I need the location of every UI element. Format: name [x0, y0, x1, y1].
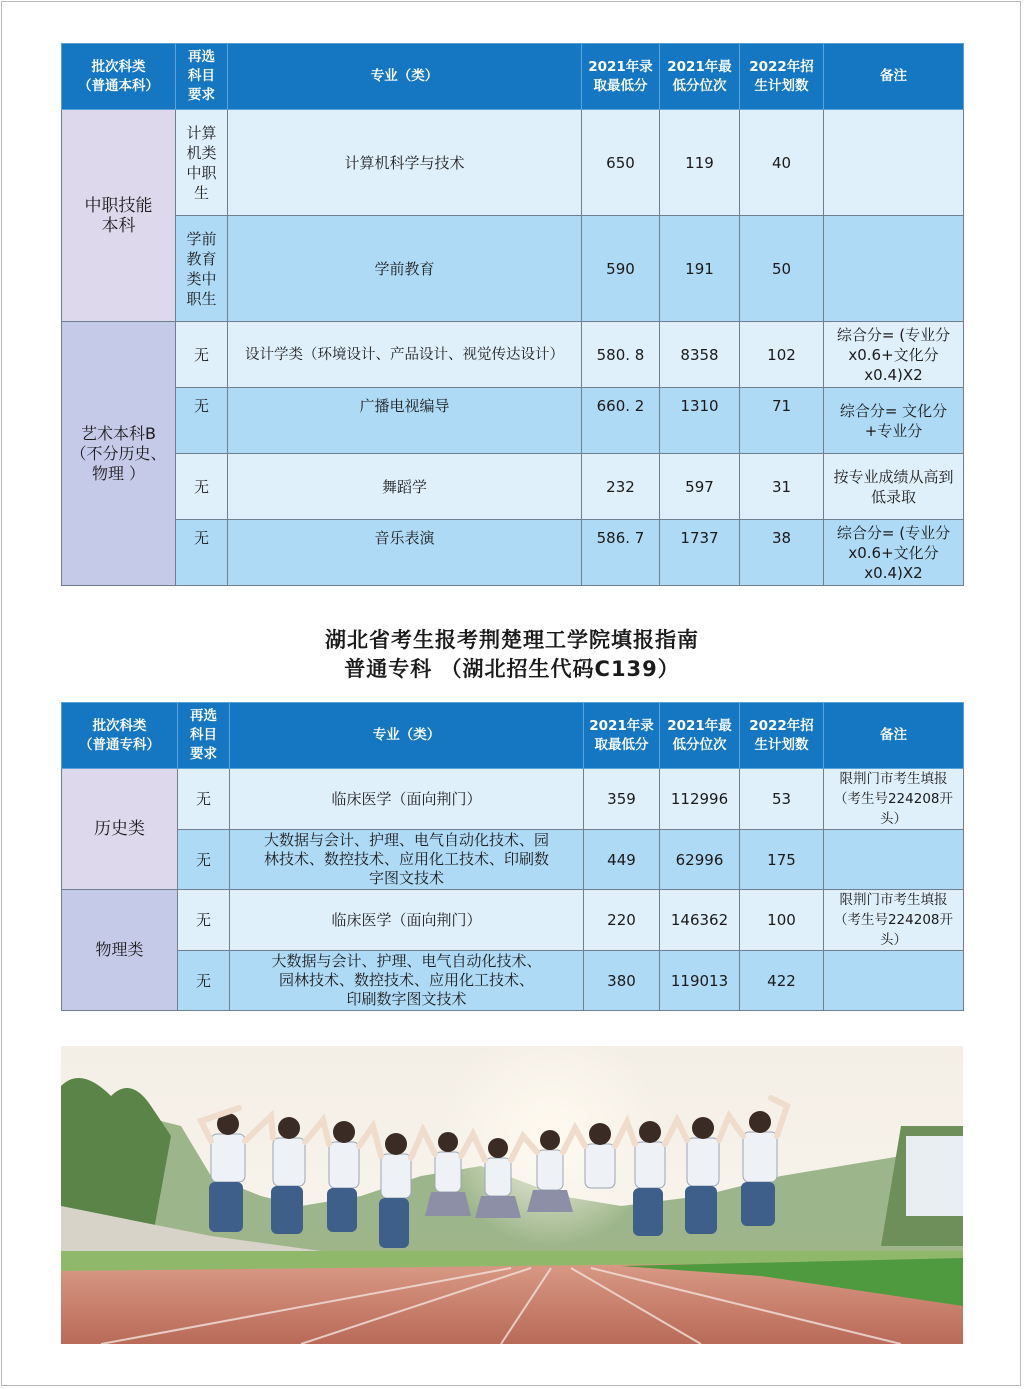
guide-title-line2: 普通专科 （湖北招生代码C139） — [344, 657, 680, 681]
note-cell: 按专业成绩从高到 低录取 — [824, 454, 964, 520]
batch-cell: 中职技能 本科 — [62, 110, 176, 322]
note-cell — [824, 110, 964, 216]
table-header-row — [62, 703, 964, 769]
note-cell — [824, 951, 964, 1011]
reselect-cell: 计算 机类 中职 生 — [176, 110, 228, 216]
reselect-cell: 无 — [178, 830, 230, 890]
major-cell: 临床医学（面向荆门） — [230, 769, 584, 830]
reselect-cell: 无 — [176, 454, 228, 520]
min-score-cell: 380 — [584, 951, 660, 1011]
header-note: 备注 — [824, 44, 964, 110]
major-cell: 临床医学（面向荆门） — [230, 890, 584, 951]
min-score-cell: 660. 2 — [582, 388, 660, 454]
note-cell — [824, 216, 964, 322]
plan-cell: 40 — [740, 110, 824, 216]
major-cell: 音乐表演 — [228, 520, 582, 586]
plan-cell: 31 — [740, 454, 824, 520]
major-cell: 计算机科学与技术 — [228, 110, 582, 216]
major-cell: 广播电视编导 — [228, 388, 582, 454]
min-rank-cell: 62996 — [660, 830, 740, 890]
table-row — [62, 388, 964, 454]
plan-cell: 175 — [740, 830, 824, 890]
major-cell: 学前教育 — [228, 216, 582, 322]
header-note: 备注 — [824, 703, 964, 769]
min-score-cell: 650 — [582, 110, 660, 216]
students-jumping-photo — [61, 1046, 963, 1344]
plan-cell: 38 — [740, 520, 824, 586]
header-plan: 2022年招 生计划数 — [740, 44, 824, 110]
note-cell: 限荆门市考生填报 （考生号224208开头） — [824, 890, 964, 951]
note-cell — [824, 830, 964, 890]
table-row — [62, 951, 964, 1011]
header-major: 专业（类） — [230, 703, 584, 769]
header-batch: 批次科类 （普通专科） — [62, 703, 178, 769]
header-batch: 批次科类 （普通本科） — [62, 44, 176, 110]
table-row — [62, 110, 964, 216]
min-rank-cell: 597 — [660, 454, 740, 520]
plan-cell: 50 — [740, 216, 824, 322]
plan-cell: 102 — [740, 322, 824, 388]
min-rank-cell: 119013 — [660, 951, 740, 1011]
header-min-score: 2021年录 取最低分 — [582, 44, 660, 110]
header-min-rank: 2021年最 低分位次 — [660, 703, 740, 769]
building — [906, 1136, 963, 1216]
min-score-cell: 580. 8 — [582, 322, 660, 388]
batch-cell: 历史类 — [62, 769, 178, 890]
major-cell: 大数据与会计、护理、电气自动化技术、园 林技术、数控技术、应用化工技术、印刷数 字图文技术 — [230, 830, 584, 890]
plan-cell: 422 — [740, 951, 824, 1011]
min-rank-cell: 1310 — [660, 388, 740, 454]
college-admission-table — [61, 702, 964, 1011]
plan-cell: 53 — [740, 769, 824, 830]
reselect-cell: 学前 教育 类中 职生 — [176, 216, 228, 322]
min-rank-cell: 119 — [660, 110, 740, 216]
min-score-cell: 586. 7 — [582, 520, 660, 586]
major-cell: 设计学类（环境设计、产品设计、视觉传达设计） — [228, 322, 582, 388]
header-plan: 2022年招 生计划数 — [740, 703, 824, 769]
photo-illustration — [61, 1046, 963, 1344]
guide-title — [0, 626, 1024, 684]
guide-title-line1: 湖北省考生报考荆楚理工学院填报指南 — [325, 628, 699, 652]
header-reselect: 再选 科目 要求 — [178, 703, 230, 769]
min-rank-cell: 146362 — [660, 890, 740, 951]
min-score-cell: 220 — [584, 890, 660, 951]
reselect-cell: 无 — [176, 520, 228, 586]
note-cell: 限荆门市考生填报 （考生号224208开头） — [824, 769, 964, 830]
batch-cell: 物理类 — [62, 890, 178, 1011]
reselect-cell: 无 — [178, 951, 230, 1011]
min-rank-cell: 191 — [660, 216, 740, 322]
reselect-cell: 无 — [178, 769, 230, 830]
min-score-cell: 449 — [584, 830, 660, 890]
note-cell: 综合分= 文化分 +专业分 — [824, 388, 964, 454]
table-row — [62, 830, 964, 890]
major-cell: 大数据与会计、护理、电气自动化技术、 园林技术、数控技术、应用化工技术、 印刷数字图文技术 — [230, 951, 584, 1011]
reselect-cell: 无 — [176, 322, 228, 388]
plan-cell: 100 — [740, 890, 824, 951]
header-min-rank: 2021年最 低分位次 — [660, 44, 740, 110]
header-reselect: 再选 科目 要求 — [176, 44, 228, 110]
min-score-cell: 359 — [584, 769, 660, 830]
table-row — [62, 216, 964, 322]
min-score-cell: 590 — [582, 216, 660, 322]
min-rank-cell: 1737 — [660, 520, 740, 586]
min-score-cell: 232 — [582, 454, 660, 520]
min-rank-cell: 8358 — [660, 322, 740, 388]
table-row — [62, 769, 964, 830]
min-rank-cell: 112996 — [660, 769, 740, 830]
note-cell: 综合分= (专业分 x0.6+文化分 x0.4)X2 — [824, 322, 964, 388]
plan-cell: 71 — [740, 388, 824, 454]
reselect-cell: 无 — [176, 388, 228, 454]
table-row — [62, 322, 964, 388]
header-min-score: 2021年录 取最低分 — [584, 703, 660, 769]
reselect-cell: 无 — [178, 890, 230, 951]
bachelor-admission-table — [61, 43, 964, 586]
batch-cell: 艺术本科B （不分历史、 物理 ） — [62, 322, 176, 586]
table-header-row — [62, 44, 964, 110]
header-major: 专业（类） — [228, 44, 582, 110]
table-row — [62, 454, 964, 520]
note-cell: 综合分= (专业分 x0.6+文化分 x0.4)X2 — [824, 520, 964, 586]
table-row — [62, 520, 964, 586]
table-row — [62, 890, 964, 951]
major-cell: 舞蹈学 — [228, 454, 582, 520]
